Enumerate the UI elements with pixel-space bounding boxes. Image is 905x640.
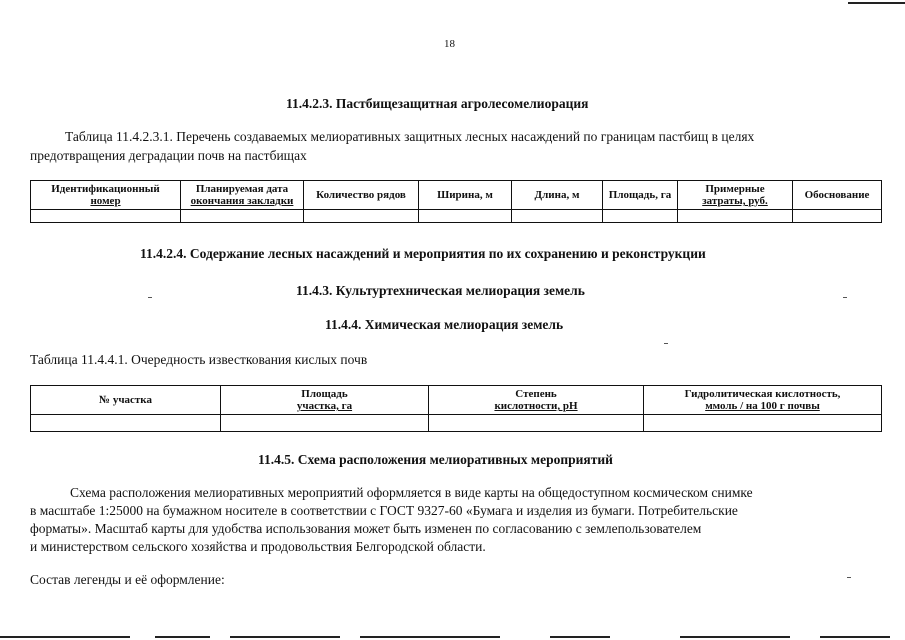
page-number: 18 [444,38,455,50]
table-cell [419,210,512,223]
table-cell [181,210,304,223]
paragraph-line4: и министерством сельского хозяйства и продовольствия Белгородской области. [30,539,486,554]
table-header-row [31,181,882,210]
col-header-hydrolytic-acidity-line2: ммоль / на 100 г почвы [705,400,820,412]
heading-11-4-4: 11.4.4. Химическая мелиорация земель [325,317,564,332]
col-header-date [181,181,304,210]
table-cell [512,210,603,223]
scan-edge-mark [680,636,790,638]
col-header-area [603,181,678,210]
table-cell [644,415,882,432]
col-header-length [512,181,603,210]
col-header-justification [793,181,882,210]
col-header-rows-line1: Количество рядов [316,189,406,201]
scan-edge-mark [848,2,905,4]
scan-edge-mark [550,636,610,638]
table-cell [221,415,429,432]
table1-caption-line1: Таблица 11.4.2.3.1. Перечень создаваемых мелиоративных защитных лесных насаждений по границам пастбищ в целях [65,129,755,144]
heading-11-4-5: 11.4.5. Схема расположения мелиоративных мероприятий [258,452,613,467]
table-cell [304,210,419,223]
scan-speck [148,297,152,298]
col-header-acidity [429,386,644,415]
col-header-acidity-line2: кислотности, pH [494,400,578,412]
col-header-id [31,181,181,210]
scan-edge-mark [155,636,210,638]
col-header-width-line1: Ширина, м [437,189,493,201]
table1-caption-line2: предотвращения деградации почв на пастбищах [30,148,307,163]
scan-edge-mark [0,636,130,638]
col-header-cost [678,181,793,210]
heading-11-4-3: 11.4.3. Культуртехническая мелиорация земель [296,283,585,298]
scan-edge-mark [230,636,340,638]
table-cell [31,210,181,223]
col-header-acidity-line1: Степень [515,388,557,400]
table-cell [793,210,882,223]
col-header-plot-number-line1: № участка [99,394,152,406]
col-header-plot-area-line1: Площадь [301,388,348,400]
col-header-rows [304,181,419,210]
scan-edge-mark [820,636,890,638]
scan-speck [847,577,851,578]
table-cell [603,210,678,223]
table-cell [678,210,793,223]
paragraph-line1: Схема расположения мелиоративных мероприятий оформляется в виде карты на общедоступном космическом снимке [70,485,753,500]
col-header-hydrolytic-acidity-line1: Гидролитическая кислотность, [684,388,841,400]
col-header-plot-area [221,386,429,415]
table-header-row [31,386,882,415]
table-liming-order [30,385,882,432]
col-header-length-line1: Длина, м [534,189,580,201]
paragraph-line2: в масштабе 1:25000 на бумажном носителе в соответствии с ГОСТ 9327-60 «Бумага и изделия из бумаги. Потребительские [30,503,738,518]
scan-speck [664,343,668,344]
table-cell [429,415,644,432]
table2-caption: Таблица 11.4.4.1. Очередность известкования кислых почв [30,352,368,367]
col-header-justification-line1: Обоснование [804,189,870,201]
table-row [31,210,882,223]
scan-edge-mark [360,636,500,638]
table-cell [31,415,221,432]
paragraph-line3: форматы». Масштаб карты для удобства использования может быть изменен по согласованию с землепользователем [30,521,702,536]
col-header-id-line1: Идентификационный [51,183,160,195]
col-header-width [419,181,512,210]
scan-speck [843,297,847,298]
col-header-id-line2: номер [90,195,121,207]
col-header-hydrolytic-acidity [644,386,882,415]
col-header-plot-number [31,386,221,415]
legend-intro: Состав легенды и её оформление: [30,572,225,587]
col-header-cost-line2: затраты, руб. [702,195,768,207]
heading-11-4-2-4: 11.4.2.4. Содержание лесных насаждений и мероприятия по их сохранению и реконструкции [140,246,706,261]
table-pasture-plantings [30,180,882,223]
col-header-area-line1: Площадь, га [608,189,672,201]
col-header-cost-line1: Примерные [705,183,765,195]
table-row [31,415,882,432]
col-header-plot-area-line2: участка, га [296,400,353,412]
col-header-date-line1: Планируемая дата [195,183,289,195]
col-header-date-line2: окончания закладки [190,195,294,207]
heading-11-4-2-3: 11.4.2.3. Пастбищезащитная агролесомелиорация [286,96,589,111]
